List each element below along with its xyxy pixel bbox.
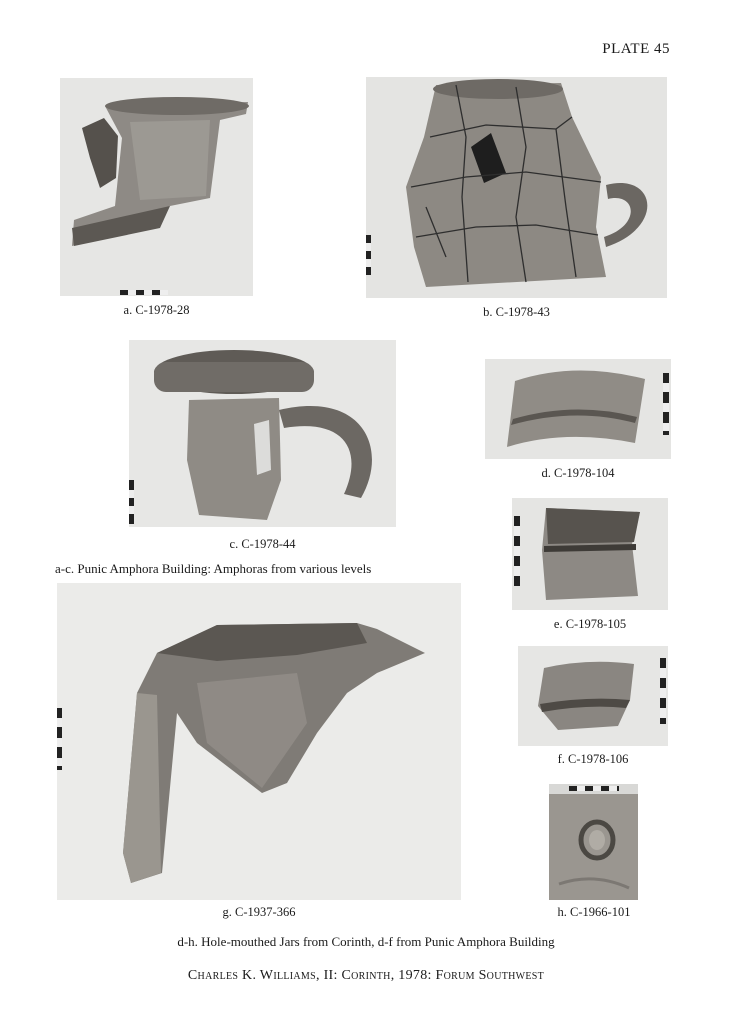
sherd-f-image — [518, 646, 668, 746]
stamped-handle-image — [549, 784, 638, 900]
sherd-e-image — [512, 498, 668, 610]
photo-g — [57, 583, 461, 900]
amphora-rim-image — [60, 78, 253, 296]
scale-bar-h — [569, 786, 619, 791]
photo-h — [549, 784, 638, 900]
caption-g: g. C-1937-366 — [222, 905, 296, 919]
caption-e: e. C-1978-105 — [553, 617, 627, 631]
group-caption-a-c: a-c. Punic Amphora Building: Amphoras from various levels — [55, 561, 372, 576]
scale-bar-b — [366, 235, 371, 275]
large-jar-fragment-image — [57, 583, 461, 900]
photo-e — [512, 498, 668, 610]
caption-f: f. C-1978-106 — [557, 752, 629, 766]
caption-d: d. C-1978-104 — [541, 466, 615, 480]
caption-a: a. C-1978-28 — [123, 303, 190, 317]
photo-b — [366, 77, 667, 298]
footer-citation: Charles K. Williams, II: Corinth, 1978: Forum Southwest — [187, 968, 545, 983]
sherd-d-image — [485, 359, 671, 459]
photo-f — [518, 646, 668, 746]
caption-b: b. C-1978-43 — [483, 305, 550, 319]
photo-c — [129, 340, 396, 527]
scale-bar-f — [660, 658, 666, 724]
amphora-with-handle-image — [129, 340, 396, 527]
scale-bar-g — [57, 708, 62, 770]
plate-number: PLATE 45 — [602, 41, 670, 57]
caption-c: c. C-1978-44 — [229, 537, 296, 551]
photo-a — [60, 78, 253, 296]
scale-bar-c — [129, 480, 134, 524]
scale-bar-e — [514, 516, 520, 586]
cracked-jar-image — [366, 77, 667, 298]
scale-bar-a — [120, 290, 168, 295]
caption-h: h. C-1966-101 — [557, 905, 631, 919]
photo-d — [485, 359, 671, 459]
scale-bar-d — [663, 373, 669, 435]
group-caption-d-h: d-h. Hole-mouthed Jars from Corinth, d-f from Punic Amphora Building — [177, 934, 555, 949]
